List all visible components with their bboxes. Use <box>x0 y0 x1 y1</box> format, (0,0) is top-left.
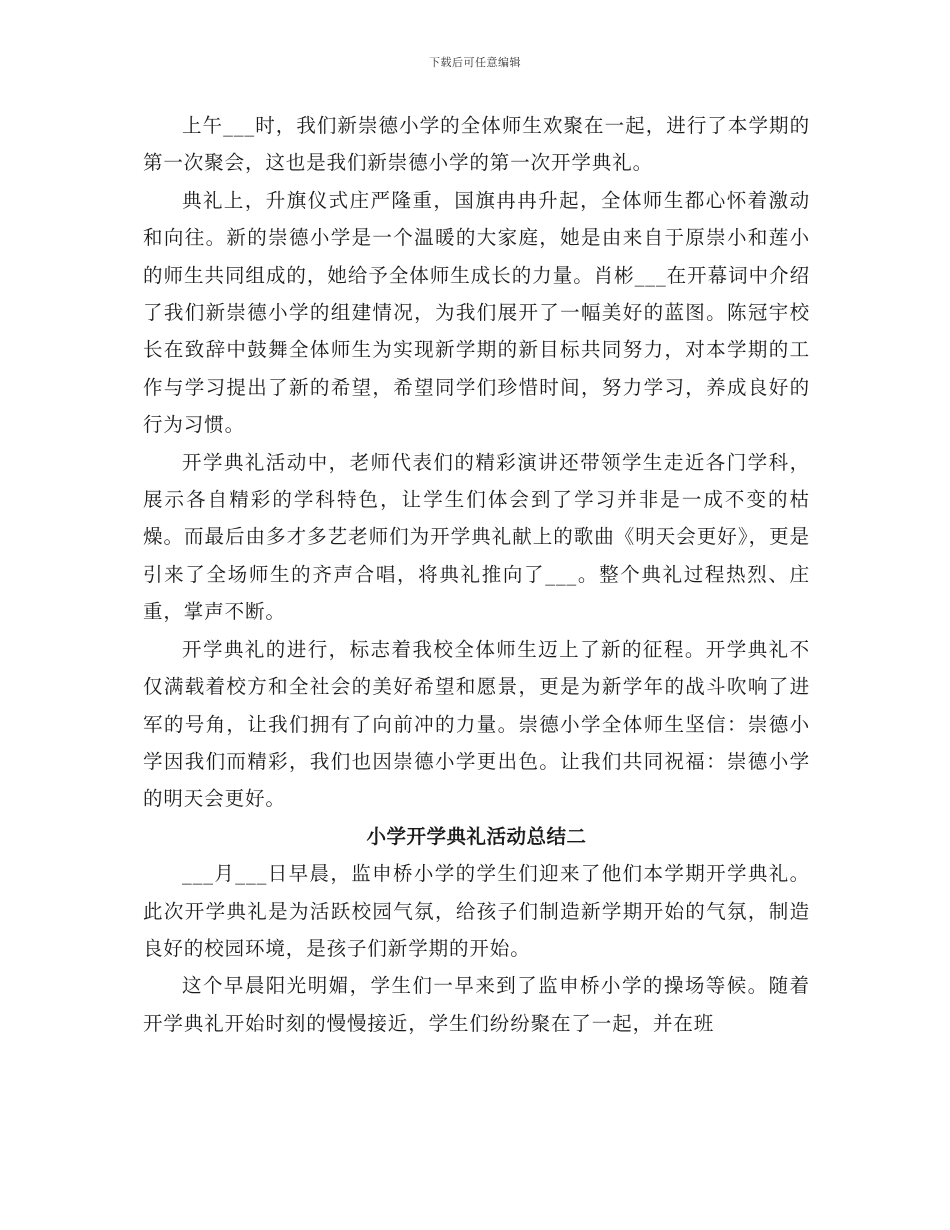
document-body <box>143 107 810 1042</box>
paragraph-opening: 上午___时，我们新崇德小学的全体师生欢聚在一起，进行了本学期的第一次聚会，这也是我们新崇德小学的第一次开学典礼。 <box>143 114 810 175</box>
paragraph-conclusion: 开学典礼的进行，标志着我校全体师生迈上了新的征程。开学典礼不仅满载着校方和全社会的美好希望和愿景，更是为新学年的战斗吹响了进军的号角，让我们拥有了向前冲的力量。崇德小学全体师生坚信：崇德小学因我们而精彩，我们也因崇德小学更出色。让我们共同祝福：崇德小学的明天会更好。 <box>143 637 810 811</box>
paragraph-section2-morning: 这个早晨阳光明媚，学生们一早来到了监申桥小学的操场等候。随着开学典礼开始时刻的慢慢接近，学生们纷纷聚在了一起，并在班 <box>143 974 810 1035</box>
paragraph-section2-intro: ___月___日早晨，监申桥小学的学生们迎来了他们本学期开学典礼。此次开学典礼是为活跃校园气氛，给孩子们制造新学期开始的气氛，制造良好的校园环境，是孩子们新学期的开始。 <box>143 862 810 960</box>
paragraph-activities: 开学典礼活动中，老师代表们的精彩演讲还带领学生走近各门学科，展示各自精彩的学科特色，让学生们体会到了学习并非是一成不变的枯燥。而最后由多才多艺老师们为开学典礼献上的歌曲《明天会更好》，更是引来了全场师生的齐声合唱，将典礼推向了___。整个典礼过程热烈、庄重，掌声不断。 <box>143 450 810 624</box>
paragraph-ceremony: 典礼上，升旗仪式庄严隆重，国旗冉冉升起，全体师生都心怀着激动和向往。新的崇德小学是一个温暖的大家庭，她是由来自于原崇小和莲小的师生共同组成的，她给予全体师生成长的力量。肖彬___在开幕词中介绍了我们新崇德小学的组建情况，为我们展开了一幅美好的蓝图。陈冠宇校长在致辞中鼓舞全体师生为实现新学期的新目标共同努力，对本学期的工作与学习提出了新的希望，希望同学们珍惜时间，努力学习，养成良好的行为习惯。 <box>143 188 810 437</box>
page-header-note: 下载后可任意编辑 <box>429 56 521 69</box>
section-title: 小学开学典礼活动总结二 <box>366 824 587 848</box>
